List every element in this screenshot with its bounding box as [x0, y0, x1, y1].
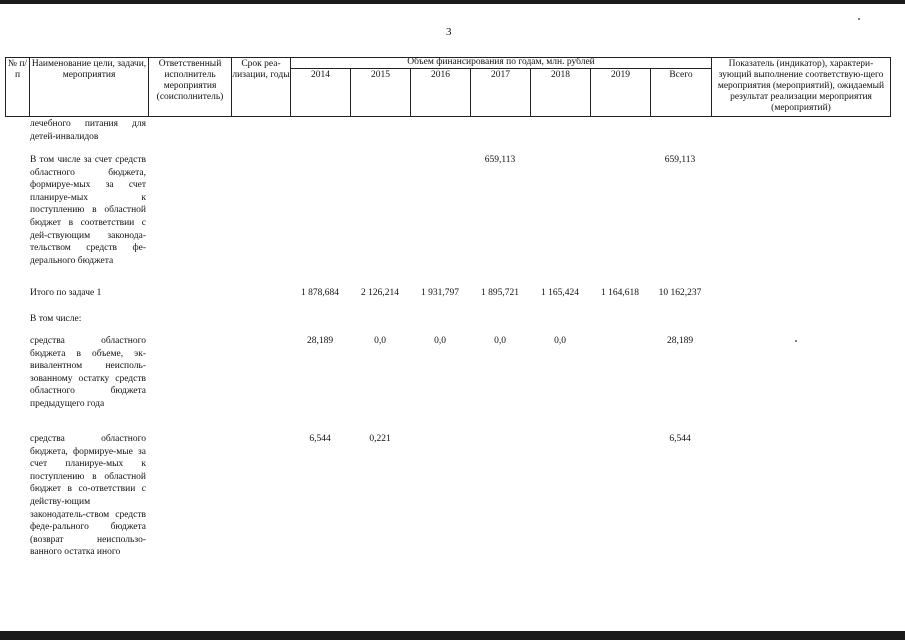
cell-value: 1 895,721 — [481, 288, 519, 298]
cell-value: 6,544 — [309, 434, 331, 444]
scan-speck — [795, 340, 797, 342]
cell-value: 659,113 — [664, 155, 696, 165]
cell-value: 0,0 — [434, 336, 446, 346]
header-year: 2019 — [611, 70, 630, 80]
header-year: 2015 — [371, 70, 390, 80]
header-total: Всего — [669, 70, 693, 80]
header-col-term: Срок реа-лизации, годы — [232, 59, 290, 80]
row-description: средства областного бюджета в объеме, эк-вивалентном неисполь-зованному остатку средств областного бюджета предыдущего года — [30, 336, 146, 409]
row-description: Итого по задаче 1 — [30, 288, 102, 298]
header-year: 2018 — [551, 70, 570, 80]
cell-value: 2 126,214 — [361, 288, 399, 298]
header-vline — [711, 57, 712, 117]
header-col-name: Наименование цели, задачи, мероприятия — [31, 59, 147, 80]
row-description: В том числе: — [30, 314, 82, 324]
row-description: средства областного бюджета, формируе-мые за счет планируе-мых к поступлению в областной бюджет в со-ответствии с действу-ющим законодатель-ством средств феде-рального бюджета (возврат неиспользо-ванного остатка иного — [30, 434, 146, 558]
header-year: 2016 — [431, 70, 450, 80]
cell-value: 28,189 — [666, 336, 694, 346]
cell-value: 0,221 — [369, 434, 391, 444]
cell-value: 1 165,424 — [541, 288, 579, 298]
row-description: лечебного питания для детей-инвалидов — [30, 119, 146, 142]
page-number: 3 — [446, 26, 452, 38]
cell-value: 6,544 — [669, 434, 691, 444]
top-border — [0, 0, 905, 4]
bottom-border — [0, 631, 905, 640]
header-year: 2017 — [491, 70, 510, 80]
header-bottom-line — [5, 116, 890, 117]
header-col-funding: Объем финансирования по годам, млн. рублей — [407, 57, 595, 67]
row-description: В том числе за счет средств областного бюджета, формируе-мых за счет планируе-мых к поступлению в областной бюджет в соответствии с дей-ствующим законода-тельством средств фе-дерального бюджета — [30, 155, 146, 266]
header-year: 2014 — [311, 70, 330, 80]
cell-value: 0,0 — [554, 336, 566, 346]
header-col-number: № п/п — [7, 59, 28, 80]
scan-speck — [858, 18, 860, 20]
cell-value: 28,189 — [306, 336, 334, 346]
header-vline — [890, 57, 891, 117]
cell-value: 0,0 — [374, 336, 386, 346]
funding-subheader-line — [290, 68, 711, 69]
cell-value: 10 162,237 — [658, 288, 702, 298]
cell-value: 1 931,797 — [421, 288, 459, 298]
header-col-indicator: Показатель (индикатор), характери-зующий выполнение соответствую-щего мероприятия (мероприятий), ожидаемый результат реализации мероприятия (мероприятий) — [717, 59, 885, 113]
cell-value: 0,0 — [494, 336, 506, 346]
cell-value: 659,113 — [484, 155, 516, 165]
cell-value: 1 878,684 — [301, 288, 339, 298]
cell-value: 1 164,618 — [601, 288, 639, 298]
header-col-responsible: Ответственный исполнитель мероприятия (соисполнитель) — [156, 59, 224, 102]
